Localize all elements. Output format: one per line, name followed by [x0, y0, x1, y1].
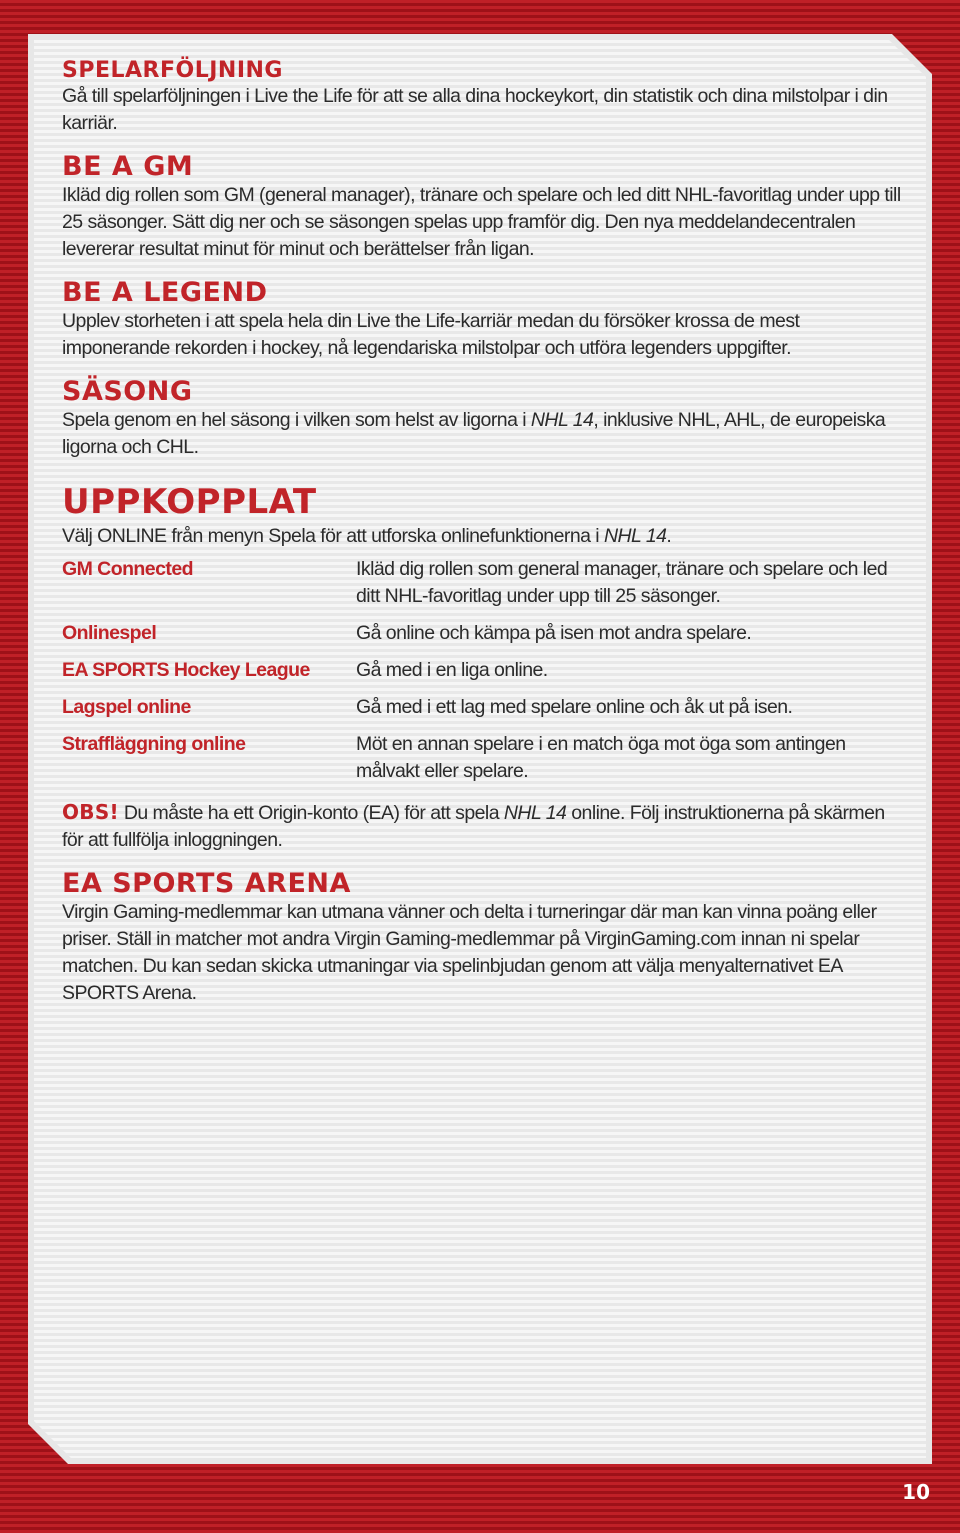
heading-spelarfoljning: SPELARFÖLJNING — [62, 58, 283, 83]
intro-uppkopplat-pre: Välj ONLINE från menyn Spela för att utforska onlinefunktionerna i — [62, 524, 604, 547]
feature-desc: Ikläd dig rollen som general manager, tränare och spelare och led ditt NHL-favoritlag under upp till 25 säsonger. — [356, 557, 888, 607]
obs-game-title: NHL 14 — [503, 801, 567, 824]
feature-desc: Gå med i en liga online. — [356, 658, 548, 681]
body-be-a-legend: Upplev storheten i att spela hela din Live the Life-karriär medan du försöker krossa de mest imponerande rekorden i hockey, nå legendariska milstolpar och utföra legenders uppgifter. — [62, 310, 800, 360]
feature-term: GM Connected — [62, 557, 193, 580]
body-spelarfoljning: Gå till spelarföljningen i Live the Life för att se alla dina hockeykort, din statistik och dina milstolpar i din karriär. — [62, 85, 888, 135]
body-sasong-game-title: NHL 14 — [530, 409, 594, 432]
feature-desc: Gå online och kämpa på isen mot andra spelare. — [356, 621, 752, 644]
heading-be-a-gm: BE A GM — [62, 151, 194, 183]
intro-uppkopplat — [62, 523, 902, 550]
feature-row — [62, 556, 902, 610]
obs-note — [62, 799, 902, 854]
feature-term: Onlinespel — [62, 621, 157, 644]
section-be-a-legend — [62, 277, 902, 362]
feature-term: Lagspel online — [62, 695, 191, 718]
obs-text-post: online. Följ instruktionerna på skärmen för att fullfölja inloggningen. — [62, 801, 885, 851]
feature-row — [62, 731, 902, 785]
feature-row — [62, 694, 902, 721]
body-sasong-pre: Spela genom en hel säsong i vilken som helst av ligorna i — [62, 409, 531, 432]
feature-row — [62, 657, 902, 684]
heading-uppkopplat: UPPKOPPLAT — [62, 482, 317, 523]
section-be-a-gm — [62, 151, 902, 263]
obs-text-pre: Du måste ha ett Origin-konto (EA) för att spela — [118, 801, 504, 824]
body-be-a-gm: Ikläd dig rollen som GM (general manager), tränare och spelare och led ditt NHL-favoritlag under upp till 25 säsonger. Sätt dig ner och se säsongen spelas upp framför dig. Den nya meddelandecentralen levererar resultat minut för minut och berättelser från ligan. — [62, 184, 901, 261]
page-number: 10 — [902, 1480, 930, 1504]
heading-be-a-legend: BE A LEGEND — [62, 277, 268, 309]
feature-term: Straffläggning online — [62, 732, 246, 755]
feature-desc: Möt en annan spelare i en match öga mot öga som antingen målvakt eller spelare. — [356, 732, 846, 782]
heading-ea-sports-arena: EA SPORTS ARENA — [62, 867, 351, 899]
intro-uppkopplat-post: . — [666, 524, 672, 547]
body-sasong — [62, 407, 902, 461]
body-ea-sports-arena: Virgin Gaming-medlemmar kan utmana vänner och delta i turneringar där man kan vinna poäng eller priser. Ställ in matcher mot andra Virgin Gaming-medlemmar på VirginGaming.com innan ni spelar matchen. Du kan sedan skicka utmaningar via spelinbjudan genom att välja menyalternativet EA SPORTS Arena. — [62, 900, 877, 1004]
feature-term: EA SPORTS Hockey League — [62, 658, 310, 681]
section-sasong — [62, 376, 902, 461]
section-obs — [62, 799, 902, 854]
feature-row — [62, 620, 902, 647]
obs-label: OBS! — [62, 799, 119, 824]
section-ea-sports-arena — [62, 868, 902, 1007]
heading-sasong: SÄSONG — [62, 376, 193, 408]
intro-uppkopplat-game-title: NHL 14 — [603, 524, 667, 547]
section-uppkopplat — [62, 483, 902, 784]
body-sasong-post: , inklusive NHL, AHL, de europeiska ligorna och CHL. — [62, 409, 886, 459]
page-content — [62, 58, 902, 1021]
section-spelarfoljning — [62, 58, 902, 137]
feature-desc: Gå med i ett lag med spelare online och åk ut på isen. — [356, 695, 793, 718]
